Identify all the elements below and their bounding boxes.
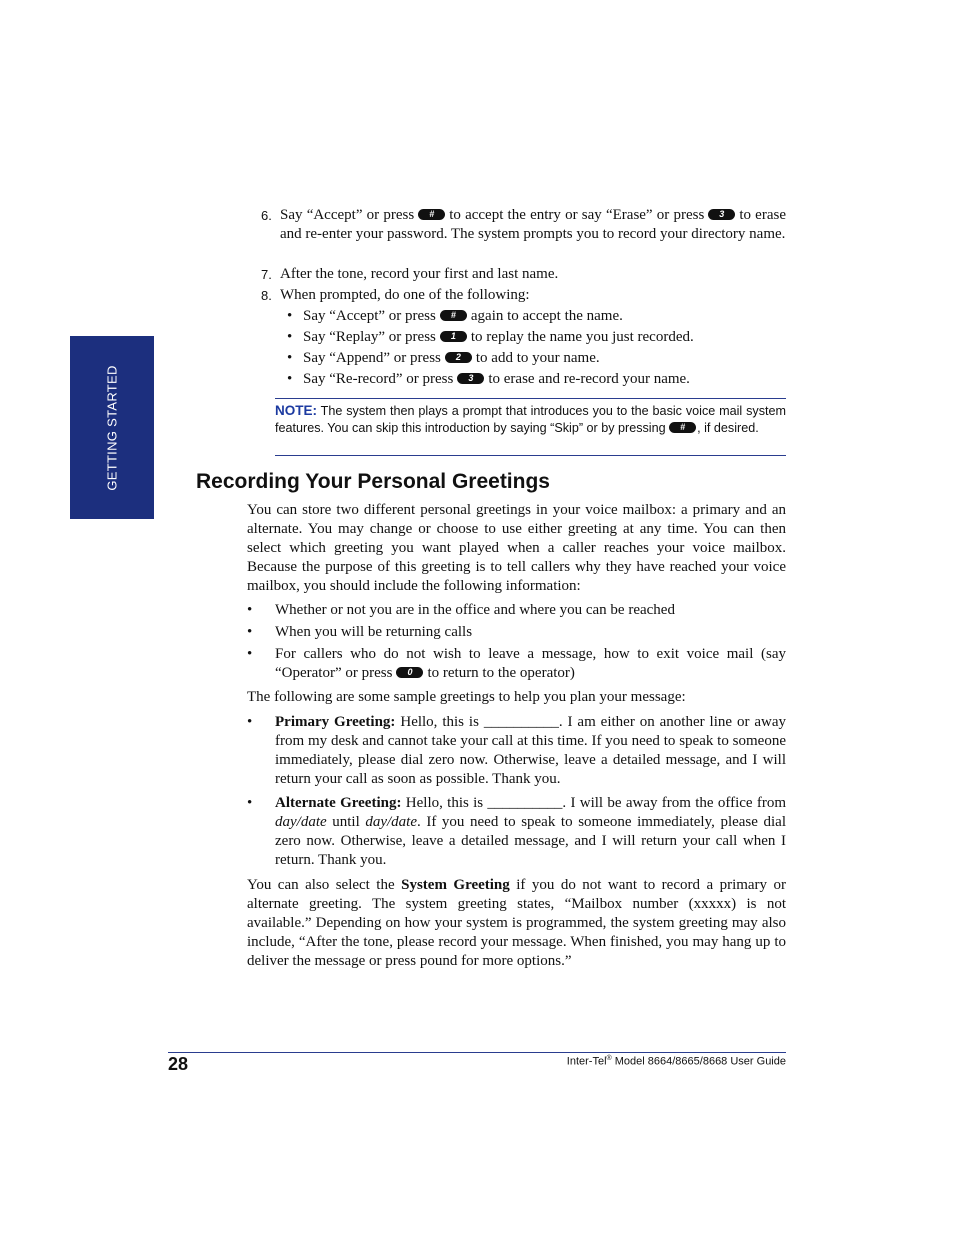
list-item: • Say “Re-record” or press 3 to erase and re-record your name. bbox=[287, 371, 690, 387]
alternate-greeting-item: • Alternate Greeting: Hello, this is __________. I will be away from the office from day/date until day/date. If you need to speak to someone immediately, please dial zero now. Otherwise, leave a detailed message, and I will return your call when I return. Thank you. bbox=[247, 795, 787, 868]
section-tab-label: GETTING STARTED bbox=[104, 364, 120, 491]
step-number: 7. bbox=[261, 267, 272, 282]
page-number: 28 bbox=[168, 1054, 189, 1074]
step-6: 6. Say “Accept” or press # to accept the entry or say “Erase” or press 3 to erase and re-enter your password. The system prompts you to record your directory name. bbox=[261, 207, 786, 242]
pound-key-icon: # bbox=[440, 310, 467, 321]
pound-key-icon: # bbox=[418, 209, 445, 220]
footer-guide-title: Inter-Tel® Model 8664/8665/8668 User Guide bbox=[566, 1055, 786, 1068]
step-8: 8. When prompted, do one of the following: bbox=[261, 287, 530, 303]
key-2-icon: 2 bbox=[445, 352, 472, 363]
list-item: • Say “Append” or press 2 to add to your name. bbox=[287, 350, 600, 366]
key-3-icon: 3 bbox=[708, 209, 735, 220]
section-heading: Recording Your Personal Greetings bbox=[196, 470, 550, 493]
intro-paragraph: You can store two different personal greetings in your voice mailbox: a primary and an alternate. You may change or choose to use either greeting at any time. You can then select which greeting you want played when a caller reaches your voice mailbox. Because the purpose of this greeting is to tell callers why they have reached your voice mailbox, you should include the following information: bbox=[247, 502, 786, 594]
key-0-icon: 0 bbox=[396, 667, 423, 678]
key-3-icon: 3 bbox=[457, 373, 484, 384]
footer-divider bbox=[168, 1052, 786, 1053]
step-number: 8. bbox=[261, 288, 272, 303]
pound-key-icon: # bbox=[669, 422, 696, 433]
list-item: • Say “Accept” or press # again to accept the name. bbox=[287, 308, 623, 324]
note-label: NOTE: bbox=[275, 403, 317, 418]
note-box: NOTE: The system then plays a prompt that introduces you to the basic voice mail system features. You can skip this introduction by saying “Skip” or by pressing # , if desired. bbox=[275, 398, 786, 456]
section-tab bbox=[70, 336, 154, 519]
samples-intro: The following are some sample greetings to help you plan your message: bbox=[247, 689, 686, 705]
list-item: • Say “Replay” or press 1 to replay the name you just recorded. bbox=[287, 329, 694, 345]
primary-greeting-item: • Primary Greeting: Hello, this is __________. I am either on another line or away from my desk and cannot take your call at this time. If you need to speak to someone immediately, please dial zero now. Otherwise, leave a detailed message, and I will return your call as soon as possible. Thank you. bbox=[247, 714, 787, 787]
step-7: 7. After the tone, record your first and last name. bbox=[261, 266, 559, 282]
list-item: • When you will be returning calls bbox=[247, 624, 473, 640]
list-item: • For callers who do not wish to leave a message, how to exit voice mail (say “Operator” or press 0 to return to the operator) bbox=[247, 646, 786, 681]
step-number: 6. bbox=[261, 208, 272, 223]
key-1-icon: 1 bbox=[440, 331, 467, 342]
list-item: • Whether or not you are in the office and where you can be reached bbox=[247, 602, 675, 618]
system-greeting-paragraph: You can also select the System Greeting if you do not want to record a primary or alternate greeting. The system greeting states, “Mailbox number (xxxxx) is not available.” Depending on how your system is programmed, the system greeting may also include, “After the tone, please record your message. When finished, you may hang up to deliver the message or press pound for more options.” bbox=[247, 877, 787, 969]
